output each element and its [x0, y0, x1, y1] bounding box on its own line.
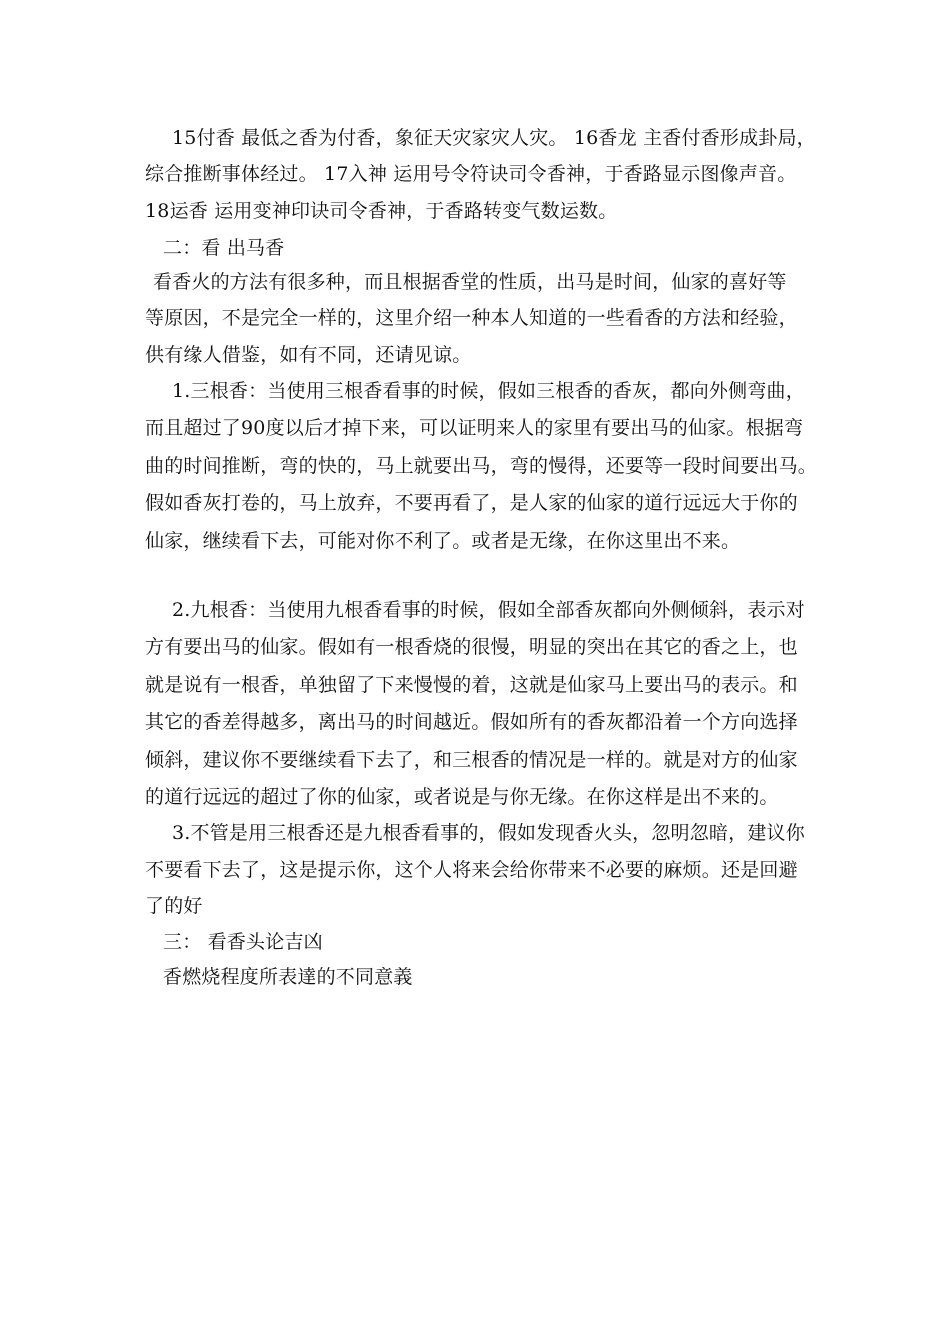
text-line-1: 15付香 最低之香为付香，象征天灾家灾人灾。 16香龙 主香付香形成卦局，: [172, 127, 816, 149]
text-line-19: 3.不管是用三根香还是九根香看事的，假如发现香火头，忽明忽暗，建议你: [172, 822, 805, 844]
text-line-23: 香燃烧程度所表達的不同意義: [163, 966, 413, 988]
text-line-9: 而且超过了90度以后才掉下来，可以证明来人的家里有要出马的仙家。根据弯: [145, 417, 804, 439]
text-line-21: 了的好: [145, 895, 203, 917]
text-line-18: 的道行远远的超过了你的仙家，或者说是与你无缘。在你这样是出不来的。: [145, 786, 779, 808]
text-line-5: 看香火的方法有很多种，而且根据香堂的性质，出马是时间，仙家的喜好等: [153, 271, 787, 293]
text-line-2: 综合推断事体经过。 17入神 运用号令符诀司令香神，于香路显示图像声音。: [145, 163, 797, 185]
text-line-20: 不要看下去了，这是提示你，这个人将来会给你带来不必要的麻烦。还是回避: [145, 859, 798, 881]
text-line-3: 18运香 运用变神印诀司令香神，于香路转变气数运数。: [145, 200, 618, 222]
section-heading-2: 二：看 出马香: [163, 237, 285, 259]
text-line-6: 等原因，不是完全一样的，这里介绍一种本人知道的一些看香的方法和经验，: [145, 307, 798, 329]
section-heading-3: 三： 看香头论吉凶: [163, 931, 323, 953]
text-line-13: 2.九根香：当使用九根香看事的时候，假如全部香灰都向外侧倾斜，表示对: [172, 599, 805, 621]
text-line-8: 1.三根香：当使用三根香看事的时候，假如三根香的香灰，都向外侧弯曲，: [172, 380, 805, 402]
text-line-11: 假如香灰打卷的，马上放弃，不要再看了，是人家的仙家的道行远远大于你的: [145, 492, 798, 514]
text-line-10: 曲的时间推断，弯的快的，马上就要出马，弯的慢得，还要等一段时间要出马。: [145, 455, 818, 477]
text-line-16: 其它的香差得越多，离出马的时间越近。假如所有的香灰都沿着一个方向选择: [145, 711, 798, 733]
text-line-7: 供有缘人借鉴，如有不同，还请见谅。: [145, 344, 472, 366]
text-line-15: 就是说有一根香，单独留了下来慢慢的着，这就是仙家马上要出马的表示。和: [145, 674, 798, 696]
text-line-17: 倾斜，建议你不要继续看下去了，和三根香的情况是一样的。就是对方的仙家: [145, 749, 798, 771]
text-line-14: 方有要出马的仙家。假如有一根香烧的很慢，明显的突出在其它的香之上，也: [145, 636, 798, 658]
text-line-12: 仙家，继续看下去，可能对你不利了。或者是无缘，在你这里出不来。: [145, 530, 741, 552]
